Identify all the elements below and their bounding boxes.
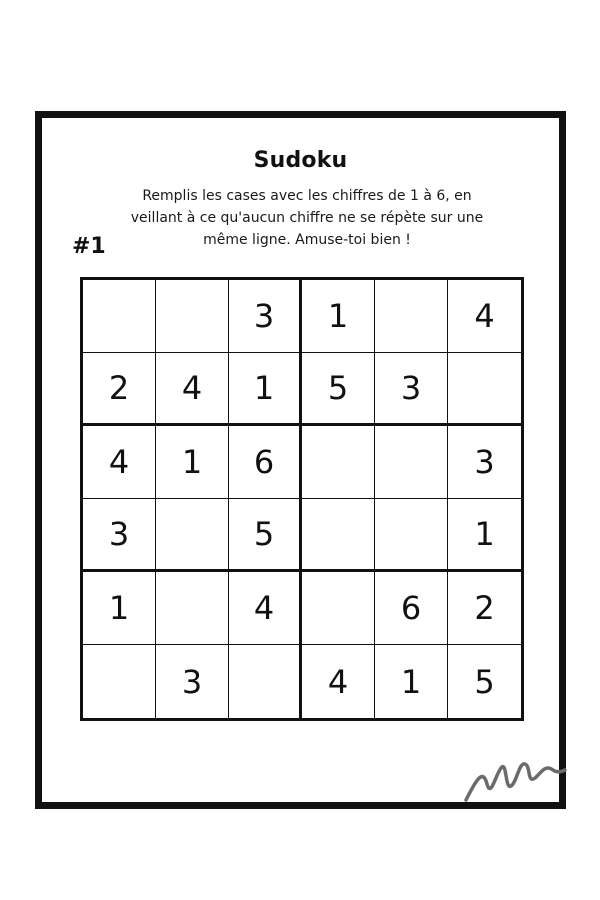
grid-cell-r4-c4[interactable] [302, 499, 375, 572]
grid-cell-r2-c3[interactable]: 1 [229, 353, 302, 426]
grid-cell-r2-c1[interactable]: 2 [83, 353, 156, 426]
worksheet-frame [35, 111, 566, 809]
grid-cell-r6-c5[interactable]: 1 [375, 645, 448, 718]
grid-cell-r1-c1[interactable] [83, 280, 156, 353]
grid-cell-r1-c4[interactable]: 1 [302, 280, 375, 353]
grid-cell-r6-c2[interactable]: 3 [156, 645, 229, 718]
puzzle-number: #1 [72, 234, 106, 259]
worksheet-title: Sudoku [253, 148, 348, 173]
grid-cell-r4-c2[interactable] [156, 499, 229, 572]
grid-cell-r5-c3[interactable]: 4 [229, 572, 302, 645]
grid-cell-r2-c2[interactable]: 4 [156, 353, 229, 426]
grid-cell-r1-c2[interactable] [156, 280, 229, 353]
grid-cell-r6-c6[interactable]: 5 [474, 662, 495, 701]
grid-cell-r6-c3[interactable] [229, 645, 302, 718]
grid-cell-r4-c6[interactable]: 1 [448, 499, 521, 572]
grid-cell-r4-c1[interactable]: 3 [83, 499, 156, 572]
grid-cell-r3-c2[interactable]: 1 [156, 426, 229, 499]
sudoku-grid [80, 277, 524, 721]
grid-cell-r5-c4[interactable] [302, 572, 375, 645]
grid-cell-r6-c1[interactable] [83, 645, 156, 718]
grid-cell-r5-c5[interactable]: 6 [375, 572, 448, 645]
grid-cell-r4-c3[interactable]: 5 [229, 499, 302, 572]
grid-cell-r5-c1[interactable]: 1 [83, 572, 156, 645]
grid-cell-r2-c6[interactable] [448, 353, 521, 426]
grid-cell-r1-c6[interactable]: 4 [448, 280, 521, 353]
grid-cell-r5-c6[interactable]: 2 [448, 572, 521, 645]
grid-cell-r4-c5[interactable] [375, 499, 448, 572]
grid-cell-r1-c3[interactable]: 3 [229, 280, 302, 353]
grid-cell-r3-c4[interactable] [302, 426, 375, 499]
signature-scribble-icon [461, 740, 571, 810]
grid-cell-r1-c5[interactable] [375, 280, 448, 353]
grid-cell-r6-c4[interactable]: 4 [302, 645, 375, 718]
grid-cell-r3-c3[interactable]: 6 [229, 426, 302, 499]
instructions-text: Remplis les cases avec les chiffres de 1 à 6, en veillant à ce qu'aucun chiffre ne se répète sur une même ligne. Amuse-toi bien ! [130, 188, 484, 248]
grid-cell-r3-c6[interactable]: 3 [448, 426, 521, 499]
grid-cell-r2-c4[interactable]: 5 [302, 353, 375, 426]
grid-cell-r3-c1[interactable]: 4 [83, 426, 156, 499]
grid-cell-r2-c5[interactable]: 3 [375, 353, 448, 426]
grid-cell-r3-c5[interactable] [375, 426, 448, 499]
grid-cell-r5-c2[interactable] [156, 572, 229, 645]
